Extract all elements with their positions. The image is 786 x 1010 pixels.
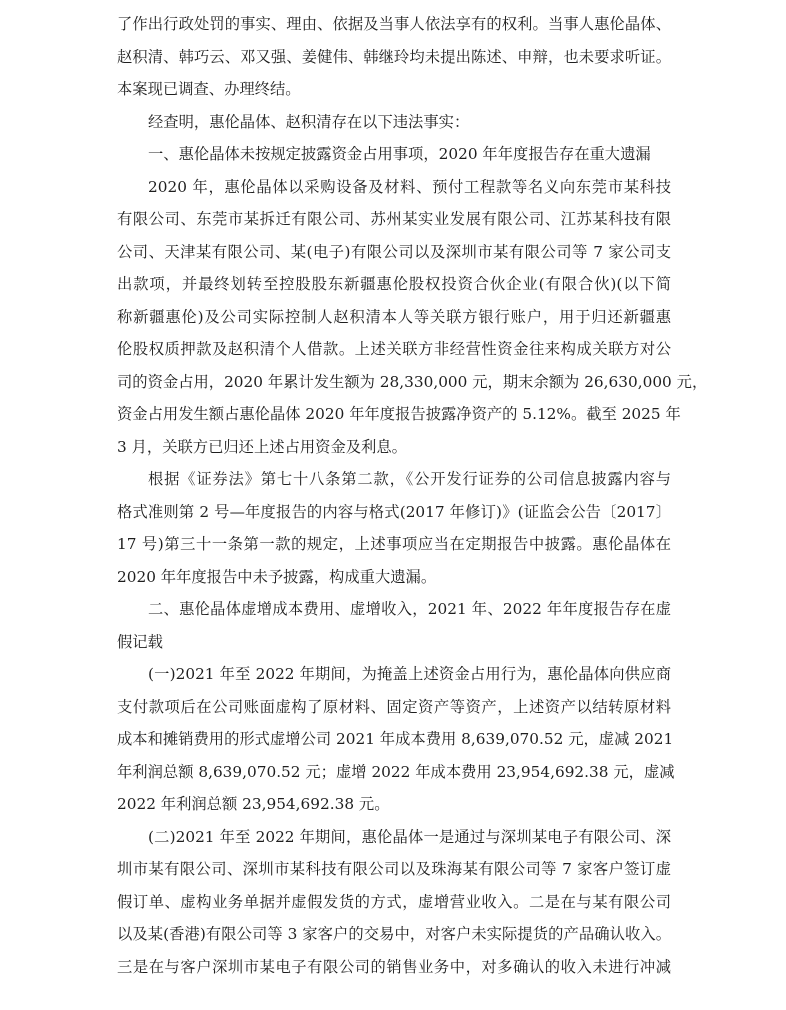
text-line: 圳市某有限公司、深圳市某科技有限公司以及珠海某有限公司等 7 家客户签订虚 [117, 860, 671, 878]
paragraph [117, 171, 708, 464]
text-line: 二、惠伦晶体虚增成本费用、虚增收入，2021 年、2022 年年度报告存在虚 [148, 600, 671, 618]
text-line: (一)2021 年至 2022 年期间，为掩盖上述资金占用行为，惠伦晶体向供应商 [148, 665, 671, 683]
text-line: 2020 年年度报告中未予披露，构成重大遗漏。 [117, 567, 437, 586]
paragraph [117, 821, 671, 984]
paragraph [117, 106, 671, 139]
text-line: 以及某(香港)有限公司等 3 家客户的交易中，对客户未实际提货的产品确认收入。 [117, 925, 671, 943]
document-page [117, 8, 708, 983]
text-line: 伦股权质押款及赵积清个人借款。上述关联方非经营性资金往来构成关联方对公 [117, 340, 671, 358]
paragraph [117, 593, 671, 658]
text-line: 支付款项后在公司账面虚构了原材料、固定资产等资产，上述资产以结转原材料 [117, 697, 671, 716]
text-line: 假订单、虚构业务单据并虚假发货的方式，虚增营业收入。二是在与某有限公司 [117, 892, 671, 911]
text-line: 3 月，关联方已归还上述占用资金及利息。 [117, 437, 407, 456]
text-line: 有限公司、东莞市某拆迁有限公司、苏州某实业发展有限公司、江苏某科技有限 [117, 210, 671, 228]
text-line: 17 号)第三十一条第一款的规定，上述事项应当在定期报告中披露。惠伦晶体在 [117, 535, 671, 553]
text-line: 经查明，惠伦晶体、赵积清存在以下违法事实： [148, 112, 470, 131]
paragraph [117, 463, 671, 593]
text-line: 本案现已调查、办理终结。 [117, 80, 301, 98]
text-line: 成本和摊销费用的形式虚增公司 2021 年成本费用 8,639,070.52 元，虚减 2021 [117, 730, 674, 748]
paragraph [117, 138, 671, 171]
text-line: 了作出行政处罚的事实、理由、依据及当事人依法享有的权利。当事人惠伦晶体、 [117, 15, 671, 33]
paragraph [117, 8, 671, 106]
text-line: (二)2021 年至 2022 年期间，惠伦晶体一是通过与深圳某电子有限公司、深 [148, 827, 671, 846]
text-line: 格式准则第 2 号—年度报告的内容与格式(2017 年修订)》(证监会公告〔2017〕 [117, 502, 671, 521]
text-line: 司的资金占用，2020 年累计发生额为 28,330,000 元，期末余额为 26,630,000 元， [117, 372, 708, 391]
text-line: 2020 年，惠伦晶体以采购设备及材料、预付工程款等名义向东莞市某科技 [148, 177, 671, 196]
text-line: 出款项，并最终划转至控股股东新疆惠伦股权投资合伙企业(有限合伙)(以下简 [117, 275, 671, 293]
text-line: 年利润总额 8,639,070.52 元；虚增 2022 年成本费用 23,954,692.38 元，虚减 [117, 762, 675, 781]
text-line: 资金占用发生额占惠伦晶体 2020 年年度报告披露净资产的 5.12%。截至 2025 年 [117, 405, 681, 423]
text-line: 称新疆惠伦)及公司实际控制人赵积清本人等关联方银行账户，用于归还新疆惠 [117, 307, 671, 326]
text-line: 2022 年利润总额 23,954,692.38 元。 [117, 795, 390, 813]
paragraph [117, 658, 675, 821]
text-line: 假记载 [117, 632, 163, 651]
text-line: 三是在与客户深圳市某电子有限公司的销售业务中，对多确认的收入未进行冲减 [117, 957, 671, 976]
text-line: 根据《证券法》第七十八条第二款，《公开发行证券的公司信息披露内容与 [148, 470, 671, 488]
text-line: 赵积清、韩巧云、邓又强、姜健伟、韩继玲均未提出陈述、申辩，也未要求听证。 [117, 47, 671, 66]
text-line: 一、惠伦晶体未按规定披露资金占用事项，2020 年年度报告存在重大遗漏 [148, 145, 651, 163]
text-line: 公司、天津某有限公司、某(电子)有限公司以及深圳市某有限公司等 7 家公司支 [117, 242, 671, 261]
